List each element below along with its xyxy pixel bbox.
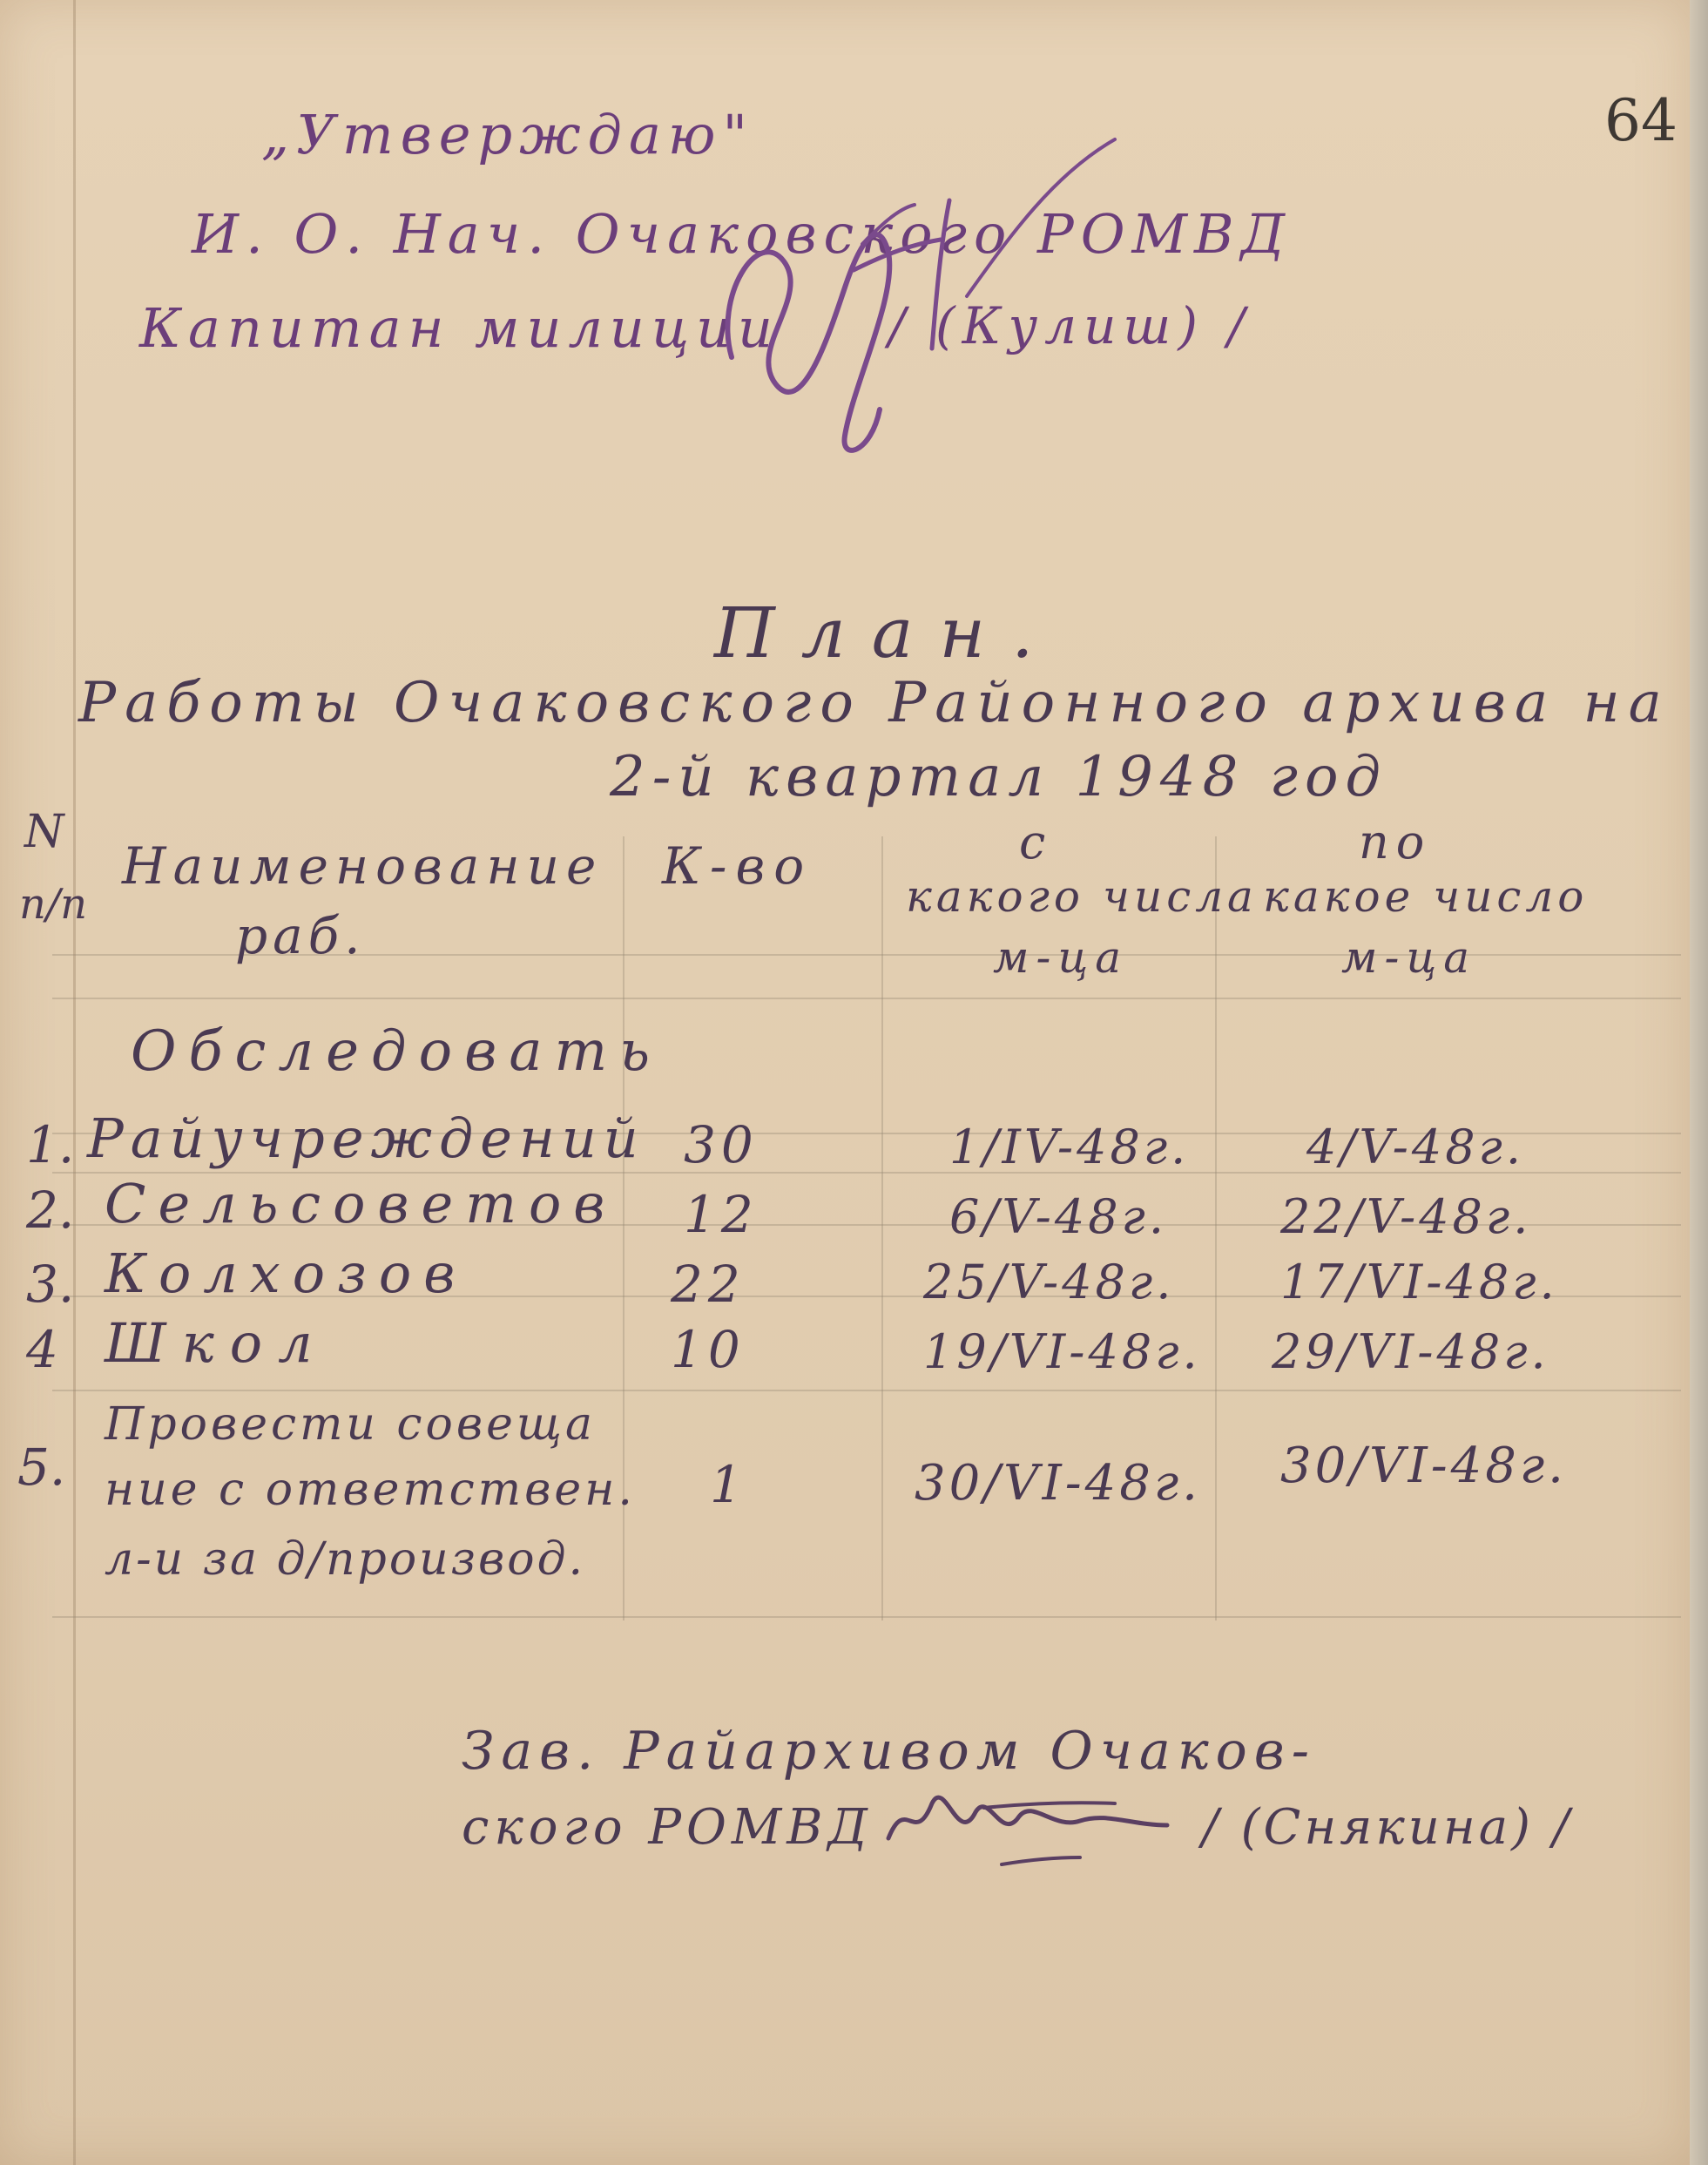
row-name: Колхозов xyxy=(105,1241,468,1305)
row-qty: 12 xyxy=(684,1185,759,1244)
row-from-date: 1/IV-48г. xyxy=(949,1120,1190,1174)
row-qty: 22 xyxy=(671,1255,746,1314)
approval-rank: Капитан милиции xyxy=(139,296,780,360)
row-to-date: 4/V-48г. xyxy=(1306,1120,1525,1174)
row-name-line2: ние с ответствен. xyxy=(105,1464,636,1516)
approval-heading: „Утверждаю" xyxy=(261,103,755,166)
document-subtitle-line1: Работы Очаковского Районного архива на xyxy=(78,671,1671,735)
row-name: Сельсоветов xyxy=(105,1172,618,1235)
header-to-top: по xyxy=(1359,815,1432,869)
page-edge xyxy=(1690,0,1708,2165)
ruled-line xyxy=(52,1390,1681,1391)
row-from-date: 30/VI-48г. xyxy=(915,1455,1201,1512)
header-name-abbrev: раб. xyxy=(235,906,366,965)
ruled-line xyxy=(52,1616,1681,1618)
table-column-line xyxy=(1215,836,1217,1620)
footer-position-line1: Зав. Райархивом Очаков- xyxy=(462,1721,1316,1782)
approval-signature xyxy=(679,122,1132,470)
page-number: 64 xyxy=(1604,87,1678,154)
row-from-date: 19/VI-48г. xyxy=(923,1324,1201,1379)
approval-signer-name: / (Кулиш) / xyxy=(888,296,1252,355)
header-qty: К-во xyxy=(662,836,813,896)
row-qty: 30 xyxy=(684,1115,759,1174)
row-number: 4 xyxy=(26,1320,58,1379)
footer-signature xyxy=(880,1777,1211,1873)
row-to-date: 17/VI-48г. xyxy=(1280,1255,1558,1309)
footer-signer-name: / (Снякина) / xyxy=(1202,1799,1573,1856)
header-num-top: N xyxy=(24,806,64,858)
footer-position-line2: ского РОМВД xyxy=(462,1799,873,1856)
row-name-line1: Провести совеща xyxy=(105,1398,596,1451)
header-from: какого числа xyxy=(906,871,1258,922)
document-title: План. xyxy=(714,592,1060,673)
header-from-top: с xyxy=(1019,815,1046,869)
approval-position: И. О. Нач. Очаковского РОМВД xyxy=(192,202,1292,266)
header-to-bottom: м-ца xyxy=(1341,932,1477,983)
row-to-date: 29/VI-48г. xyxy=(1272,1324,1549,1379)
table-column-line xyxy=(881,836,883,1620)
row-from-date: 25/V-48г. xyxy=(923,1255,1175,1309)
row-number: 2. xyxy=(26,1181,75,1240)
margin-line xyxy=(73,0,76,2165)
document-subtitle-line2: 2-й квартал 1948 год xyxy=(610,745,1388,809)
ruled-line xyxy=(52,998,1681,999)
header-name: Наименование xyxy=(122,836,604,896)
row-qty: 10 xyxy=(671,1320,746,1379)
row-to-date: 30/VI-48г. xyxy=(1280,1438,1567,1494)
header-from-bottom: м-ца xyxy=(993,932,1129,983)
row-name-line3: л-и за д/производ. xyxy=(105,1533,586,1586)
row-from-date: 6/V-48г. xyxy=(949,1189,1168,1244)
row-name: Райучреждений xyxy=(87,1106,645,1170)
header-to: какое число xyxy=(1263,871,1589,922)
row-name: Школ xyxy=(105,1311,328,1375)
row-number: 3. xyxy=(26,1255,75,1314)
row-qty: 1 xyxy=(710,1455,747,1514)
row-to-date: 22/V-48г. xyxy=(1280,1189,1532,1244)
row-number: 5. xyxy=(17,1438,66,1497)
row-number: 1. xyxy=(26,1115,75,1174)
section-heading: Обследовать xyxy=(131,1019,663,1084)
header-num-bottom: п/п xyxy=(19,880,87,929)
